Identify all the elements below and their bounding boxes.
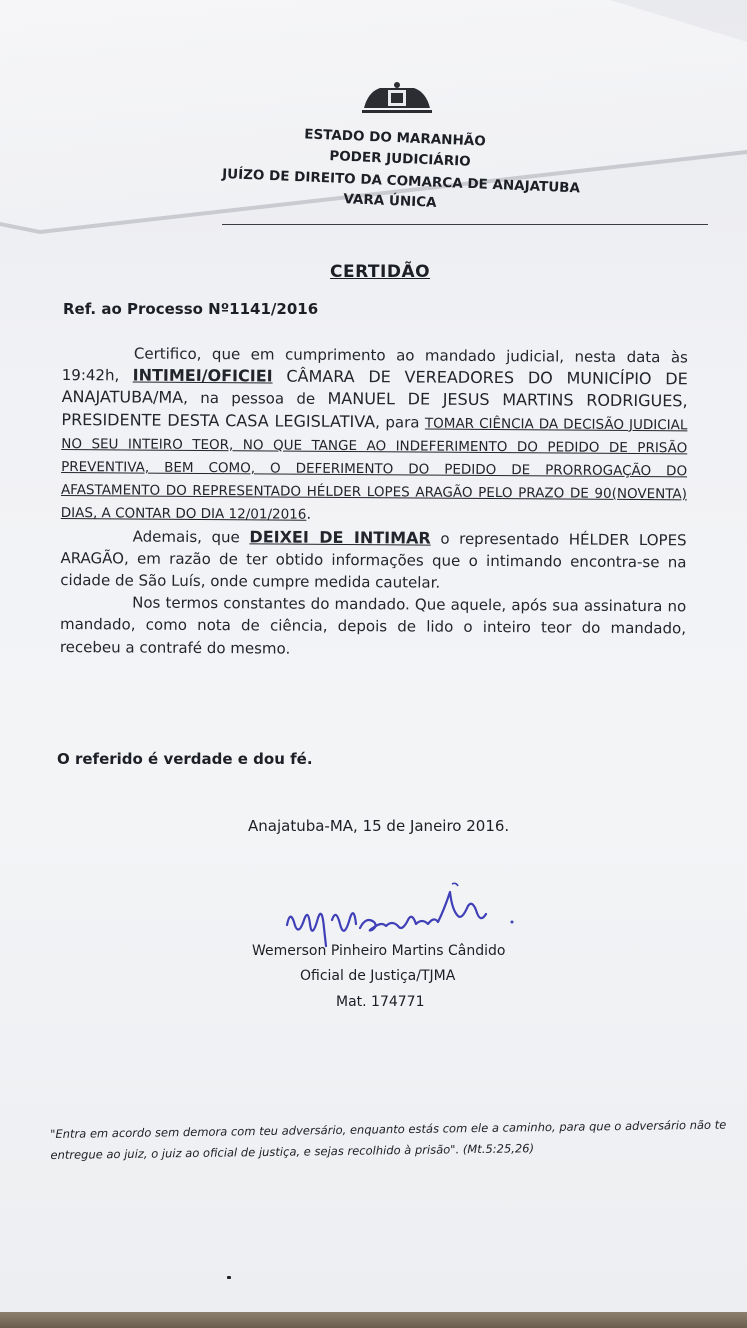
signatory-role: Oficial de Justiça/TJMA (300, 968, 456, 984)
closing-statement: O referido é verdade e dou fé. (57, 750, 313, 768)
p1-text-f: , para (375, 412, 426, 432)
overlapping-top-sheet (0, 0, 747, 250)
p1-entity: CÂMARA DE VEREADORES DO MUNICÍPIO DE ANAJATUBA/MA (61, 366, 688, 408)
header-branch: PODER JUDICIÁRIO (329, 148, 471, 170)
signatory-registration: Mat. 174771 (336, 994, 425, 1010)
header-divider (222, 224, 708, 225)
p1-text-a: Certifico, que em cumprimento ao mandado judicial, nesta data às 19:42h, (61, 344, 688, 385)
paragraph-not-notified (60, 525, 686, 596)
p1-text-h: . (306, 505, 312, 524)
ink-speck (227, 1276, 231, 1279)
signatory-name: Wemerson Pinheiro Martins Cândido (252, 943, 506, 959)
process-reference: Ref. ao Processo Nº1141/2016 (63, 300, 319, 318)
p1-text-d: , na pessoa de (183, 389, 328, 409)
place-date: Anajatuba-MA, 15 de Janeiro 2016. (248, 817, 510, 835)
header-division: VARA ÚNICA (343, 191, 437, 211)
p2-text-a: Ademais, que (132, 527, 250, 546)
document-title: CERTIDÃO (330, 262, 431, 282)
court-emblem-icon (360, 78, 434, 114)
paragraph-terms: Nos termos constantes do mandado. Que aquele, após sua assinatura no mandado, como nota de ciência, depois de lido o inteiro teor do mandado, recebeu a contrafé do mesmo. (59, 593, 687, 658)
certificate-body (60, 342, 688, 662)
p1-person: MANUEL DE JESUS MARTINS RODRIGUES, PRESIDENTE DESTA CASA LEGISLATIVA (61, 389, 688, 431)
intimei-oficiei-highlight: INTIMEI/OFICIEI (132, 365, 273, 386)
header-court: JUÍZO DE DIREITO DA COMARCA DE ANAJATUBA (221, 166, 581, 197)
p2-text-c: o representado HÉLDER LOPES ARAGÃO, em razão de ter obtido informações que o intimando encontra-se na cidade de São Luís, onde cumpre medida cautelar. (60, 529, 687, 592)
table-surface (0, 1312, 747, 1328)
paragraph-notification (61, 342, 688, 529)
p1-decision-underlined: TOMAR CIÊNCIA DA DECISÃO JUDICIAL NO SEU INTEIRO TEOR, NO QUE TANGE AO INDEFERIMENTO DO PEDIDO DE PRISÃO PREVENTIVA, BEM COMO, O DEFERIMENTO DO PEDIDO DE PRORROGAÇÃO DO AFASTAMENTO DO REPRESENTADO HÉLDER LOPES ARAGÃO PELO PRAZO DE 90(NOVENTA) DIAS, A CONTAR DO DIA 12/01/2016 (60, 415, 688, 524)
footer-quote: "Entra em acordo sem demora com teu adversário, enquanto estás com ele a caminho, para que o adversário não te entregue ao juiz, o juiz ao oficial de justiça, e sejas recolhido à prisão". (Mt.5:25,26) (50, 1117, 727, 1162)
header-state: ESTADO DO MARANHÃO (303, 126, 487, 150)
deixei-de-intimar-highlight: DEIXEI DE INTIMAR (249, 526, 431, 548)
